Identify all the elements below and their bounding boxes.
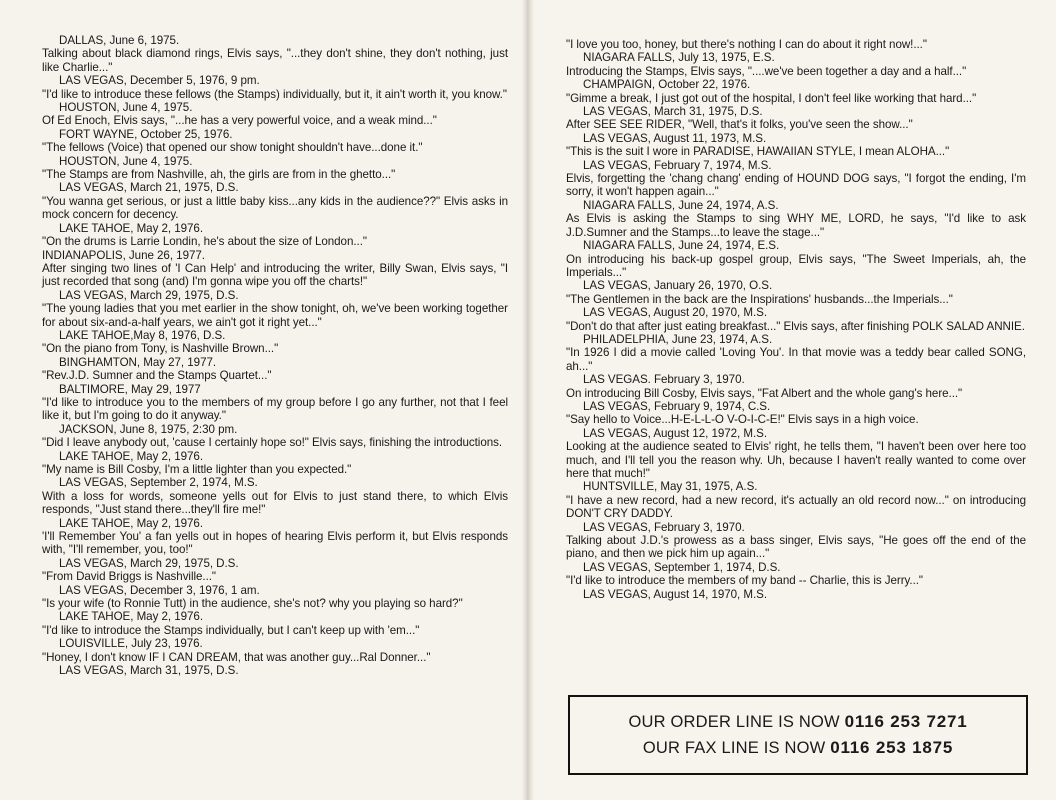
show-location-date: LAKE TAHOE, May 2, 1976.: [59, 516, 204, 530]
show-location-date: LAS VEGAS. February 3, 1970.: [583, 373, 745, 387]
quote-entry: [566, 588, 1026, 601]
quote-text: "I have a new record, had a new record, it's actually an old record now..." on introducing DON'T CRY DADDY.: [566, 493, 1026, 521]
quote-text: After singing two lines of 'I Can Help' and introducing the writer, Billy Swan, Elvis says, "I just recorded that song (and) I'm gonna wipe you off the charts!": [42, 261, 508, 289]
show-location-date: LAS VEGAS, March 29, 1975, D.S.: [59, 556, 239, 570]
quote-text: Talking about J.D.'s prowess as a bass singer, Elvis says, "He goes off the end of the piano, and then we pick him up again...": [566, 534, 1026, 561]
quote-entry: [566, 333, 1026, 373]
quote-entry: [566, 38, 1026, 51]
show-location-date: PHILADELPHIA, June 23, 1974, A.S.: [583, 332, 773, 346]
quote-text: "Say hello to Voice...H-E-L-L-O V-O-I-C-E!" Elvis says in a high voice.: [566, 413, 919, 427]
quote-text: "My name is Bill Cosby, I'm a little lighter than you expected.": [42, 463, 352, 476]
quote-text: "Don't do that after just eating breakfast..." Elvis says, after finishing POLK SALAD ANNIE.: [566, 319, 1025, 333]
show-location-date: LAKE TAHOE, May 2, 1976.: [59, 221, 204, 235]
quote-text: "On the drums is Larrie Londin, he's about the size of London...": [42, 235, 367, 249]
quote-text: "From David Briggs is Nashville...": [42, 570, 216, 584]
quote-entry: [566, 561, 1026, 588]
right-column: [566, 38, 1026, 601]
quote-text: "I'd like to introduce the Stamps individually, but I can't keep up with 'em...": [42, 623, 420, 637]
quote-text: "I love you too, honey, but there's nothing I can do about it right now!...": [566, 38, 927, 51]
book-gutter: [522, 0, 534, 800]
show-location-date: LAS VEGAS, August 20, 1970, M.S.: [583, 306, 768, 320]
quote-text: Elvis, forgetting the 'chang chang' ending of HOUND DOG says, "I forgot the ending, I'm sorry, it won't happen again...": [566, 172, 1026, 199]
quote-entry: [42, 584, 508, 611]
quote-entry: [42, 664, 508, 677]
quote-text: "Did I leave anybody out, 'cause I certainly hope so!" Elvis says, finishing the introductions.: [42, 436, 503, 450]
quote-entry: [42, 476, 508, 516]
quote-entry: [42, 356, 508, 383]
show-location-date: NIAGARA FALLS, July 13, 1975, E.S.: [583, 51, 775, 65]
quote-entry: [566, 373, 1026, 400]
show-location-date: HOUSTON, June 4, 1975.: [59, 101, 193, 115]
quote-text: Introducing the Stamps, Elvis says, "....we've been together a day and a half...": [566, 64, 967, 78]
show-location-date: LAS VEGAS, January 26, 1970, O.S.: [583, 279, 773, 293]
quote-entry: [42, 155, 508, 182]
quote-entry: [42, 517, 508, 557]
quote-entry: [566, 159, 1026, 199]
quote-entry: [42, 423, 508, 450]
show-location-date: LAS VEGAS, February 9, 1974, C.S.: [583, 399, 771, 413]
quote-text: 'I'll Remember You' a fan yells out in hopes of hearing Elvis perform it, but Elvis responds with, "I'll remember, you, too!": [42, 530, 508, 557]
show-location-date: JACKSON, June 8, 1975, 2:30 pm.: [59, 422, 238, 436]
quote-entry: [42, 289, 508, 329]
show-location-date: INDIANAPOLIS, June 26, 1977.: [42, 248, 205, 262]
quote-text: "In 1926 I did a movie called 'Loving You'. In that movie was a teddy bear called SONG, ah...": [566, 346, 1026, 373]
quote-text: Looking at the audience seated to Elvis' right, he tells them, "I haven't been over here too much, and I'll tell you the reason why. Uh, because I haven't really wanted to come over here that much!": [566, 440, 1026, 480]
quote-entry: [566, 400, 1026, 427]
show-location-date: LAS VEGAS, March 31, 1975, D.S.: [583, 105, 763, 119]
show-location-date: LAS VEGAS, August 14, 1970, M.S.: [583, 587, 768, 601]
quote-text: "The Stamps are from Nashville, ah, the girls are from in the ghetto...": [42, 168, 396, 182]
show-location-date: BINGHAMTON, May 27, 1977.: [59, 355, 217, 369]
quote-text: "I'd like to introduce the members of my band -- Charlie, this is Jerry...": [566, 574, 923, 588]
quote-entry: [42, 101, 508, 128]
quote-text: "The fellows (Voice) that opened our show tonight shouldn't have...done it.": [42, 141, 423, 155]
quote-text: "You wanna get serious, or just a little baby kiss...any kids in the audience??" Elvis asks in mock concern for decency.: [42, 194, 508, 222]
right-page: [528, 0, 1056, 800]
quote-entry: [42, 450, 508, 477]
order-line: [628, 709, 967, 735]
quote-entry: [42, 34, 508, 74]
show-location-date: LAS VEGAS, March 31, 1975, D.S.: [59, 664, 239, 678]
show-location-date: BALTIMORE, May 29, 1977: [59, 382, 201, 396]
quote-entry: [566, 51, 1026, 78]
quote-entry: [42, 74, 508, 101]
show-location-date: LOUISVILLE, July 23, 1976.: [59, 637, 203, 651]
show-location-date: LAS VEGAS, September 1, 1974, D.S.: [583, 560, 781, 574]
quote-entry: [42, 329, 508, 356]
quote-text: "The Gentlemen in the back are the Inspirations' husbands...the Imperials...": [566, 292, 953, 306]
quote-text: On introducing Bill Cosby, Elvis says, "Fat Albert and the whole gang's here...": [566, 386, 963, 400]
show-location-date: DALLAS, June 6, 1975.: [59, 34, 180, 47]
quote-text: "On the piano from Tony, is Nashville Brown...": [42, 342, 279, 356]
quote-text: "This is the suit I wore in PARADISE, HAWAIIAN STYLE, I mean ALOHA...": [566, 145, 950, 159]
quote-entry: [566, 132, 1026, 159]
show-location-date: HOUSTON, June 4, 1975.: [59, 154, 193, 168]
quote-entry: [566, 239, 1026, 279]
show-location-date: CHAMPAIGN, October 22, 1976.: [583, 78, 751, 92]
fax-phone-number: 0116 253 1875: [830, 738, 954, 757]
show-location-date: LAS VEGAS, February 3, 1970.: [583, 520, 745, 534]
quote-entry: [42, 249, 508, 289]
quote-entry: [566, 521, 1026, 561]
show-location-date: HUNTSVILLE, May 31, 1975, A.S.: [583, 480, 758, 494]
show-location-date: FORT WAYNE, October 25, 1976.: [59, 127, 233, 141]
left-column: [42, 34, 508, 678]
quote-entry: [42, 610, 508, 637]
quote-entry: [42, 383, 508, 423]
quote-entry: [566, 480, 1026, 520]
quote-entry: [566, 105, 1026, 132]
quote-text: "I'd like to introduce you to the members of my group before I go any further, not that I feel like it, but I'm going to do it anyway.": [42, 395, 508, 423]
quote-text: Of Ed Enoch, Elvis says, "...he has a very powerful voice, and a weak mind...": [42, 114, 437, 128]
show-location-date: LAS VEGAS, December 5, 1976, 9 pm.: [59, 74, 260, 88]
show-location-date: LAKE TAHOE,May 8, 1976, D.S.: [59, 328, 226, 342]
quote-text: With a loss for words, someone yells out for Elvis to just stand there, to which Elvis responds, "Just stand there...they'll fire me!": [42, 489, 508, 517]
show-location-date: LAKE TAHOE, May 2, 1976.: [59, 610, 204, 624]
quote-text: On introducing his back-up gospel group, Elvis says, "The Sweet Imperials, ah, the Imperials...": [566, 252, 1026, 279]
show-location-date: LAKE TAHOE, May 2, 1976.: [59, 449, 204, 463]
quote-text: After SEE SEE RIDER, "Well, that's it folks, you've seen the show...": [566, 118, 913, 132]
quote-entry: [42, 222, 508, 249]
quote-text: Talking about black diamond rings, Elvis says, "...they don't shine, they don't nothing, just like Charlie...": [42, 47, 508, 74]
order-phone-number: 0116 253 7271: [844, 712, 968, 731]
quote-text: "Gimme a break, I just got out of the hospital, I don't feel like working that hard...": [566, 91, 977, 105]
show-location-date: LAS VEGAS, August 12, 1972, M.S.: [583, 426, 768, 440]
quote-text: "The young ladies that you met earlier in the show tonight, oh, we've been working together for about six-and-a-half years, we ain't got it right yet...": [42, 302, 508, 329]
show-location-date: LAS VEGAS, September 2, 1974, M.S.: [59, 476, 258, 490]
quote-entry: [42, 128, 508, 155]
quote-entry: [42, 557, 508, 584]
show-location-date: NIAGARA FALLS, June 24, 1974, E.S.: [583, 239, 780, 253]
quote-text: "Is your wife (to Ronnie Tutt) in the audience, she's not? why you playing so hard?": [42, 597, 463, 611]
quote-text: "Honey, I don't know IF I CAN DREAM, that was another guy...Ral Donner...": [42, 650, 431, 664]
quote-text: As Elvis is asking the Stamps to sing WHY ME, LORD, he says, "I'd like to ask J.D.Sumner and the Stamps...to leave the stage...": [566, 212, 1026, 239]
show-location-date: LAS VEGAS, March 21, 1975, D.S.: [59, 181, 239, 195]
quote-entry: [566, 279, 1026, 306]
contact-box: [568, 695, 1028, 775]
show-location-date: NIAGARA FALLS, June 24, 1974, A.S.: [583, 198, 779, 212]
fax-line-label: OUR FAX LINE IS NOW: [642, 739, 826, 757]
show-location-date: LAS VEGAS, December 3, 1976, 1 am.: [59, 583, 260, 597]
quote-text: "Rev.J.D. Sumner and the Stamps Quartet...": [42, 369, 272, 383]
order-line-label: OUR ORDER LINE IS NOW: [628, 713, 840, 731]
quote-entry: [566, 78, 1026, 105]
quote-entry: [566, 306, 1026, 333]
show-location-date: LAS VEGAS, February 7, 1974, M.S.: [583, 158, 772, 172]
quote-entry: [566, 427, 1026, 481]
quote-text: "I'd like to introduce these fellows (the Stamps) individually, but it, it ain't worth it, you know.": [42, 87, 507, 101]
show-location-date: LAS VEGAS, August 11, 1973, M.S.: [583, 131, 767, 145]
quote-entry: [566, 199, 1026, 239]
quote-entry: [42, 637, 508, 664]
quote-entry: [42, 181, 508, 221]
show-location-date: LAS VEGAS, March 29, 1975, D.S.: [59, 288, 239, 302]
fax-line: [643, 735, 953, 761]
